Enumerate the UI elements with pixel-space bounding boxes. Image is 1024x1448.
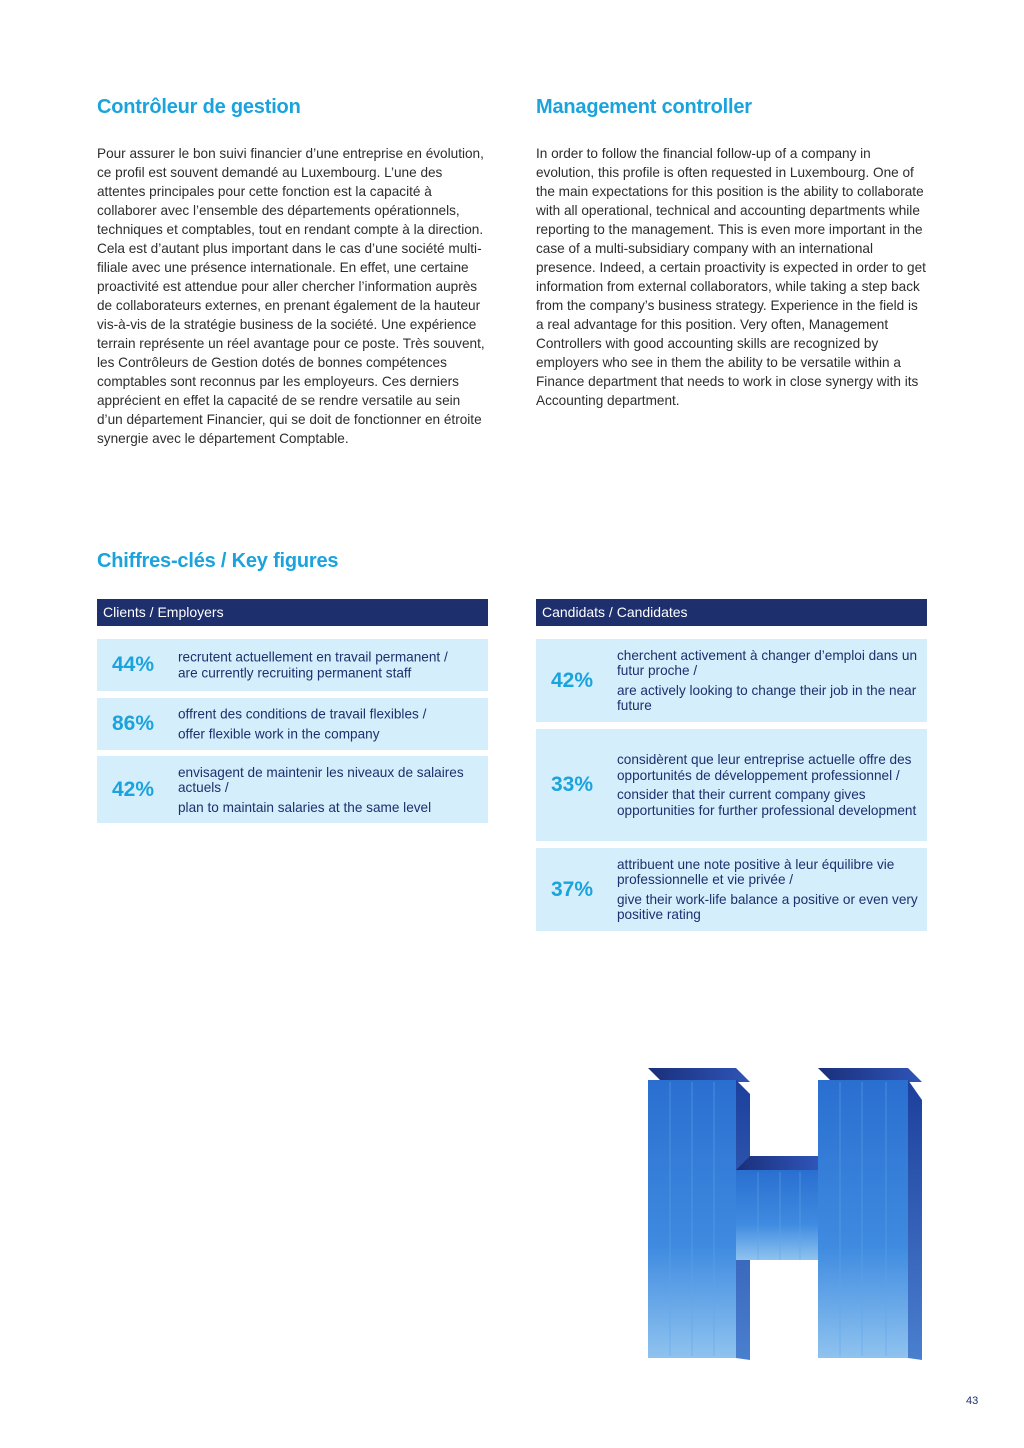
en-body: In order to follow the financial follow-up of a company in evolution, this profile is often requested in Luxembourg. One of the main expectations for this position is the ability to collaborate with all operational, technical and accounting departments while reporting to the management. This is even more important in the case of a multi-subsidiary company with an international presence. Indeed, a certain proactivity is expected in order to get information from external collaborators, while taking a step back from the company’s business strategy. Experience in the field is a real advantage for this position. Very often, Management Controllers with good accounting skills are recognized by employers who see in them the ability to be versatile within a Finance department that needs to work in close synergy with its Accounting department. [536, 146, 926, 408]
stat-text-en: give their work-life balance a positive or even very positive rating [617, 891, 918, 922]
employers-header: Clients / Employers [97, 599, 488, 626]
candidate-stat [536, 639, 927, 722]
candidate-stat [536, 848, 927, 931]
stat-percent: 33% [550, 773, 594, 796]
stat-percent: 42% [111, 777, 155, 801]
stat-text-fr: envisagent de maintenir les niveaux de salaires actuels / [178, 764, 464, 795]
stat-text-fr: cherchent activement à changer d’emploi dans un futur proche / [617, 647, 917, 678]
stat-text-fr: considèrent que leur entreprise actuelle offre des opportunités de développement professionnel / [617, 752, 912, 783]
stat-text [617, 752, 919, 818]
stat-text [178, 707, 480, 742]
employer-stat [97, 639, 488, 691]
stat-text-fr: offrent des conditions de travail flexibles / [178, 706, 427, 722]
stat-percent: 37% [550, 877, 594, 901]
employer-stat [97, 756, 488, 823]
stat-text-en: plan to maintain salaries at the same level [178, 799, 432, 815]
stat-text [178, 764, 480, 815]
stat-percent: 42% [550, 668, 594, 692]
fr-body: Pour assurer le bon suivi financier d’une entreprise en évolution, ce profil est souvent demandé au Luxembourg. L’une des attentes principales pour cette fonction est la capacité à collaborer avec l’ensemble des départements opérationnels, techniques et comptables, tout en rendant compte à la direction. Cela est d’autant plus important dans le cas d’une société multi-filiale avec une présence internationale. En effet, une certaine proactivité est attendue pour aller chercher l’information auprès de collaborateurs externes, en prenant également de la hauteur vis-à-vis de la stratégie business de la société. Une expérience terrain représente un réel avantage pour ce poste. Très souvent, les Contrôleurs de Gestion dotés de bonnes compétences comptables sont reconnus par les employeurs. Ces derniers apprécient en effet la capacité de se rendre versatile au sein d’un département Financier, qui se doit de fonctionner en étroite synergie avec le département Comptable. [97, 146, 485, 446]
stat-text [178, 650, 480, 681]
stat-text-en: are actively looking to change their job in the near future [617, 682, 917, 713]
employer-stat [97, 698, 488, 750]
page-number: 43 [966, 1395, 979, 1407]
stat-text-fr: recrutent actuellement en travail permanent / [178, 649, 448, 665]
fr-title: Contrôleur de gestion [97, 96, 301, 118]
stat-text-en: offer flexible work in the company [178, 726, 380, 741]
stat-text-en: consider that their current company gives opportunities for further professional development [617, 787, 917, 818]
stat-text [617, 857, 919, 923]
stat-text-fr: attribuent une note positive à leur équilibre vie professionnelle et vie privée / [617, 856, 895, 887]
key-figures-title: Chiffres-clés / Key figures [97, 550, 339, 572]
stat-percent: 86% [111, 712, 155, 735]
candidate-stat [536, 729, 927, 841]
stat-text-en: are currently recruiting permanent staff [178, 665, 412, 680]
candidates-header: Candidats / Candidates [536, 599, 927, 626]
blue-3d-h-logo-icon [640, 1060, 940, 1370]
en-title: Management controller [536, 96, 752, 118]
stat-text [617, 648, 919, 714]
stat-percent: 44% [111, 653, 155, 676]
